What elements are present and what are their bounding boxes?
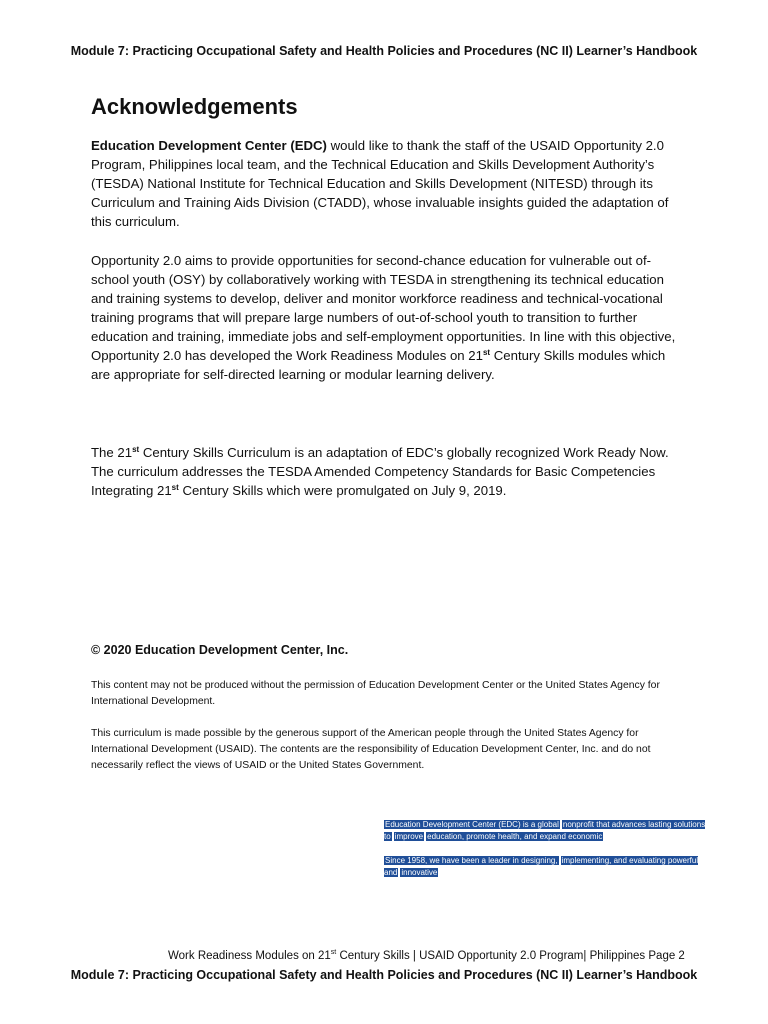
- permission-notice: This content may not be produced without the permission of Education Development Center or the United States Agency for International Development.: [91, 680, 660, 707]
- footer-text-a: Work Readiness Modules on 21: [168, 950, 331, 962]
- paragraph-3-text-a: The 21: [91, 445, 133, 460]
- footer-module-title: Module 7: Practicing Occupational Safety and Health Policies and Procedures (NC II) Learner’s Handbook: [70, 968, 698, 982]
- copyright-notice: © 2020 Education Development Center, Inc.: [91, 643, 349, 657]
- highlighted-fragment: Since 1958, we have been a leader in designing,: [385, 856, 558, 865]
- highlighted-text-block-1: [384, 819, 744, 843]
- ordinal-suffix: st: [132, 445, 140, 454]
- usaid-disclaimer: This curriculum is made possible by the generous support of the American people through the United States Agency for International Development (USAID). The contents are the responsibility of Education Development Center, Inc. and do not necessarily reflect the views of USAID or the United States Government.: [91, 728, 651, 771]
- ordinal-suffix: st: [482, 348, 491, 357]
- paragraph-2-text-a: Opportunity 2.0 aims to provide opportunities for second-chance education for vulnerable out of-school youth (OSY) by collaboratively working with TESDA in strengthening its technical education and training systems to develop, deliver and monitor workforce readiness and technical-vocational training programs that will prepare large numbers of out-of-school youth to transition to further education and training, immediate jobs and self-employment opportunities. In line with this objective, Opportunity 2.0 has developed the Work Readiness Modules on 21: [91, 253, 676, 363]
- highlighted-fragment: Education Development Center (EDC) is a global: [385, 820, 559, 829]
- paragraph-1-text: would like to thank the staff of the USAID Opportunity 2.0 Program, Philippines local team, and the Technical Education and Skills Development Authority’s (TESDA) National Institute for Technical Education and Skills Development (NITESD) through its Curriculum and Training Aids Division (CTADD), whose invaluable insights guided the adaptation of this curriculum.: [91, 138, 669, 229]
- page-footer: [168, 949, 685, 962]
- footer-text-b: Century Skills | USAID Opportunity 2.0 Program| Philippines Page 2: [336, 950, 685, 962]
- page-title: Acknowledgements: [91, 94, 298, 119]
- acknowledgement-paragraph-3: [91, 443, 687, 500]
- highlighted-fragment: education, promote health, and expand economic: [427, 832, 603, 841]
- highlighted-text-block-2: [384, 855, 744, 879]
- page-header: Module 7: Practicing Occupational Safety and Health Policies and Procedures (NC II) Learner’s Handbook: [70, 44, 698, 58]
- ordinal-suffix: st: [171, 483, 179, 492]
- paragraph-3-text-b: Century Skills Curriculum is an adaptation of EDC’s globally recognized Work Ready Now. The curriculum addresses the TESDA Amended Competency Standards for Basic Competencies Integrating 21: [91, 445, 669, 498]
- acknowledgement-paragraph-1: [91, 136, 687, 231]
- acknowledgement-paragraph-2: [91, 251, 687, 384]
- highlighted-fragment: implementing, and evaluating powerful and: [384, 856, 699, 877]
- org-name: Education Development Center (EDC): [91, 138, 327, 153]
- highlighted-fragment: nonprofit that advances lasting solutions to: [384, 820, 706, 841]
- ordinal-suffix: st: [330, 949, 337, 956]
- paragraph-2-text-b: Century Skills modules which are appropriate for self-directed learning or modular learning delivery.: [91, 348, 666, 382]
- highlighted-fragment: innovative: [401, 868, 438, 877]
- paragraph-3-text-c: Century Skills which were promulgated on July 9, 2019.: [178, 483, 507, 498]
- highlighted-fragment: improve: [394, 832, 424, 841]
